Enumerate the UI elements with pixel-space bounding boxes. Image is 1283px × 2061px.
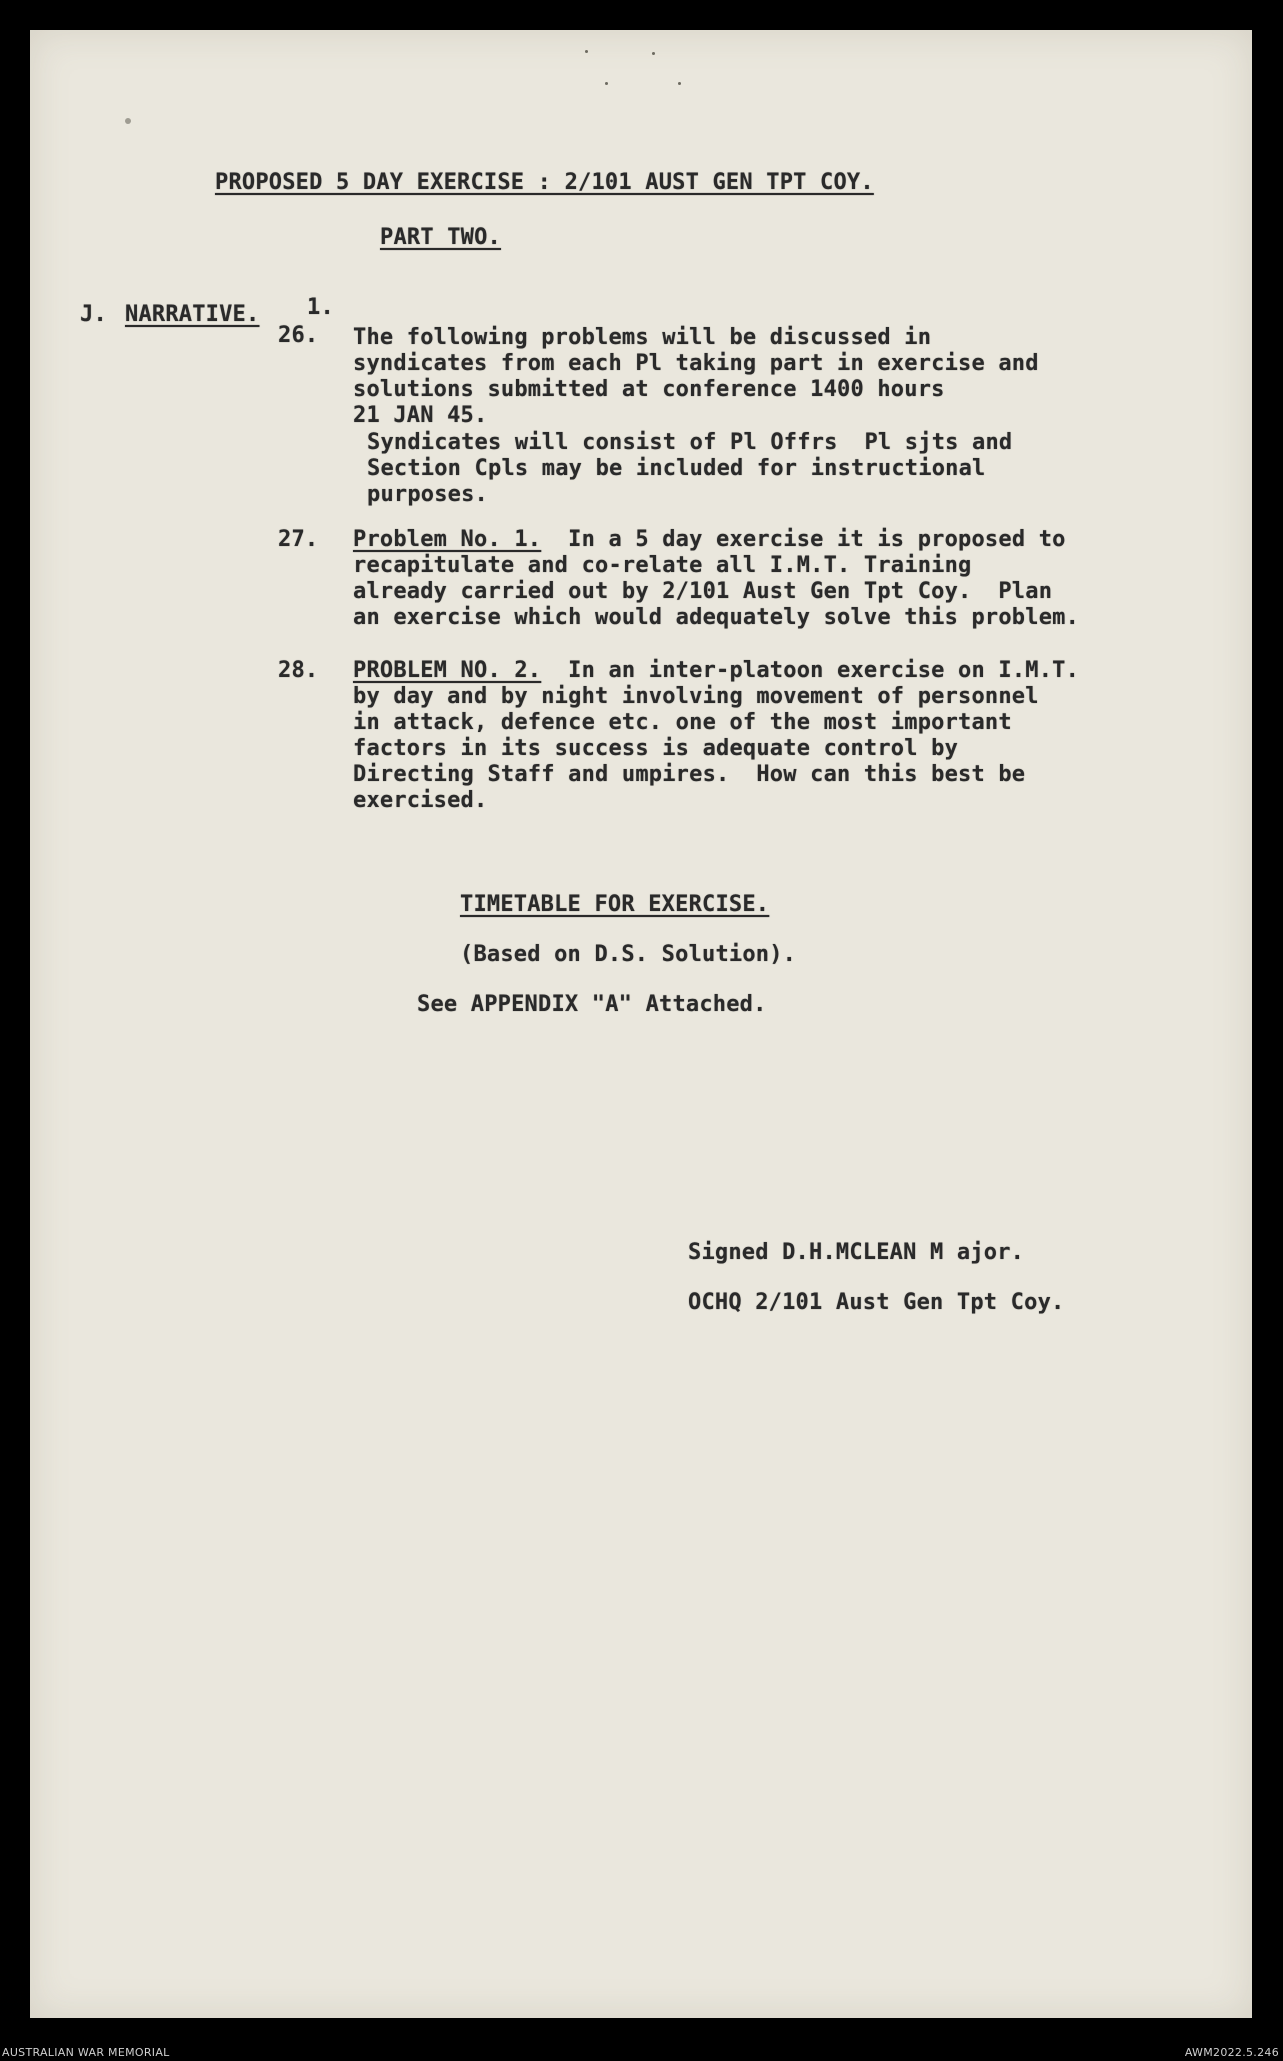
paragraph-27-line-start: In a 5 day exercise it is proposed to <box>541 527 1066 552</box>
part-heading: PART TWO. <box>380 225 502 250</box>
problem-2-heading: PROBLEM NO. 2. <box>353 658 542 683</box>
paragraph-26-line: 21 JAN 45. <box>353 403 488 428</box>
section-number: 1. <box>307 295 334 320</box>
paper-mark <box>605 82 608 85</box>
paper-mark <box>652 52 655 55</box>
paper-mark <box>678 82 681 85</box>
document-title: PROPOSED 5 DAY EXERCISE : 2/101 AUST GEN TPT COY. <box>215 170 874 195</box>
footer-catalogue-id: AWM2022.5.246 <box>1184 2046 1279 2059</box>
paragraph-27-line: recapitulate and co-relate all I.M.T. Training <box>353 553 972 578</box>
paragraph-26-line: solutions submitted at conference 1400 hours <box>353 377 945 402</box>
paragraph-28-line: in attack, defence etc. one of the most important <box>353 710 1012 735</box>
paragraph-26-subline: purposes. <box>367 482 489 507</box>
timetable-basis: (Based on D.S. Solution). <box>460 942 797 967</box>
footer-archive-name: AUSTRALIAN WAR MEMORIAL <box>2 2046 170 2059</box>
paragraph-27-line: already carried out by 2/101 Aust Gen Tpt Coy. Plan <box>353 579 1053 604</box>
problem-1-heading: Problem No. 1. <box>353 527 542 552</box>
section-letter: J. <box>80 302 107 327</box>
paragraph-27-number: 27. <box>278 527 319 552</box>
paragraph-28-line-start: In an inter-platoon exercise on I.M.T. <box>541 658 1080 683</box>
paragraph-28-line: Directing Staff and umpires. How can this best be <box>353 762 1026 787</box>
paragraph-28-number: 28. <box>278 658 319 683</box>
paper-mark <box>125 118 131 124</box>
signature-line: Signed D.H.MCLEAN M ajor. <box>688 1240 1025 1265</box>
paragraph-27-line: an exercise which would adequately solve this problem. <box>353 605 1080 630</box>
paragraph-28-line: by day and by night involving movement of personnel <box>353 684 1039 709</box>
section-heading: NARRATIVE. <box>125 302 260 327</box>
paragraph-26-number: 26. <box>278 323 319 348</box>
paragraph-26-subline: Section Cpls may be included for instructional <box>367 456 986 481</box>
paragraph-28-line: factors in its success is adequate control by <box>353 736 959 761</box>
paper-mark <box>585 50 588 53</box>
paragraph-26-subline: Syndicates will consist of Pl Offrs Pl sjts and <box>367 430 1013 455</box>
document-page <box>30 30 1252 2018</box>
signature-title: OCHQ 2/101 Aust Gen Tpt Coy. <box>688 1290 1065 1315</box>
timetable-heading: TIMETABLE FOR EXERCISE. <box>460 892 770 917</box>
paragraph-26-line: The following problems will be discussed in <box>353 325 932 350</box>
paragraph-28-first-line <box>353 658 1079 684</box>
paragraph-26-line: syndicates from each Pl taking part in exercise and <box>353 351 1039 376</box>
paragraph-28-line: exercised. <box>353 788 488 813</box>
appendix-note: See APPENDIX "A" Attached. <box>417 992 767 1017</box>
paragraph-27-first-line <box>353 527 1066 553</box>
